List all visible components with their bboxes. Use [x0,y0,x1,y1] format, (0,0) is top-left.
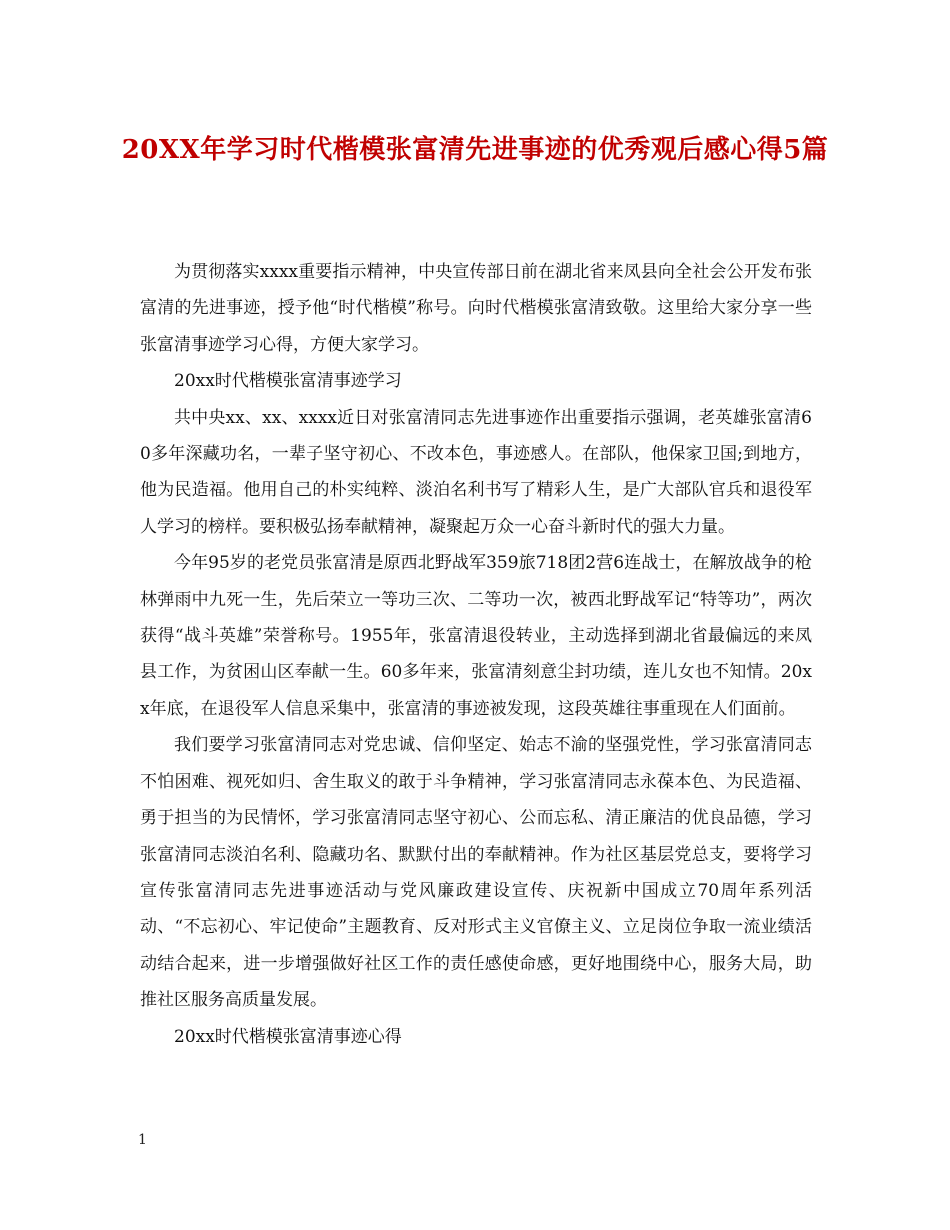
document-body [140,254,812,1055]
paragraph-intro: 为贯彻落实xxxx重要指示精神，中央宣传部日前在湖北省来凤县向全社会公开发布张富清的先进事迹，授予他“时代楷模”称号。向时代楷模张富清致敬。这里给大家分享一些张富清事迹学习心得，方便大家学习。 [140,262,812,355]
section-heading-study: 20xx时代楷模张富清事迹学习 [174,371,402,392]
page-number: 1 [138,1132,147,1148]
paragraph-biography: 今年95岁的老党员张富清是原西北野战军359旅718团2营6连战士，在解放战争的枪林弹雨中九死一生，先后荣立一等功三次、二等功一次，被西北野战军记“特等功”，两次获得“战斗英雄”荣誉称号。1955年，张富清退役转业，主动选择到湖北省最偏远的来凤县工作，为贫困山区奉献一生。60多年来，张富清刻意尘封功绩，连儿女也不知情。20xx年底，在退役军人信息采集中，张富清的事迹被发现，这段英雄往事重现在人们面前。 [140,553,812,719]
document-title: 20XX年学习时代楷模张富清先进事迹的优秀观后感心得5篇 [121,135,829,165]
paragraph-instructions: 共中央xx、xx、xxxx近日对张富清同志先进事迹作出重要指示强调，老英雄张富清60多年深藏功名，一辈子坚守初心、不改本色，事迹感人。在部队，他保家卫国;到地方，他为民造福。他用自己的朴实纯粹、淡泊名利书写了精彩人生，是广大部队官兵和退役军人学习的榜样。要积极弘扬奉献精神，凝聚起万众一心奋斗新时代的强大力量。 [140,407,812,537]
paragraph-lessons: 我们要学习张富清同志对党忠诚、信仰坚定、始志不渝的坚强党性，学习张富清同志不怕困难、视死如归、舍生取义的敢于斗争精神，学习张富清同志永葆本色、为民造福、勇于担当的为民情怀，学习张富清同志坚守初心、公而忘私、清正廉洁的优良品德，学习张富清同志淡泊名利、隐藏功名、默默付出的奉献精神。作为社区基层党总支，要将学习宣传张富清同志先进事迹活动与党风廉政建设宣传、庆祝新中国成立70周年系列活动、“不忘初心、牢记使命”主题教育、反对形式主义官僚主义、立足岗位争取一流业绩活动结合起来，进一步增强做好社区工作的责任感使命感，更好地围绕中心，服务大局，助推社区服务高质量发展。 [140,735,812,1011]
section-heading-reflection: 20xx时代楷模张富清事迹心得 [174,1026,402,1047]
